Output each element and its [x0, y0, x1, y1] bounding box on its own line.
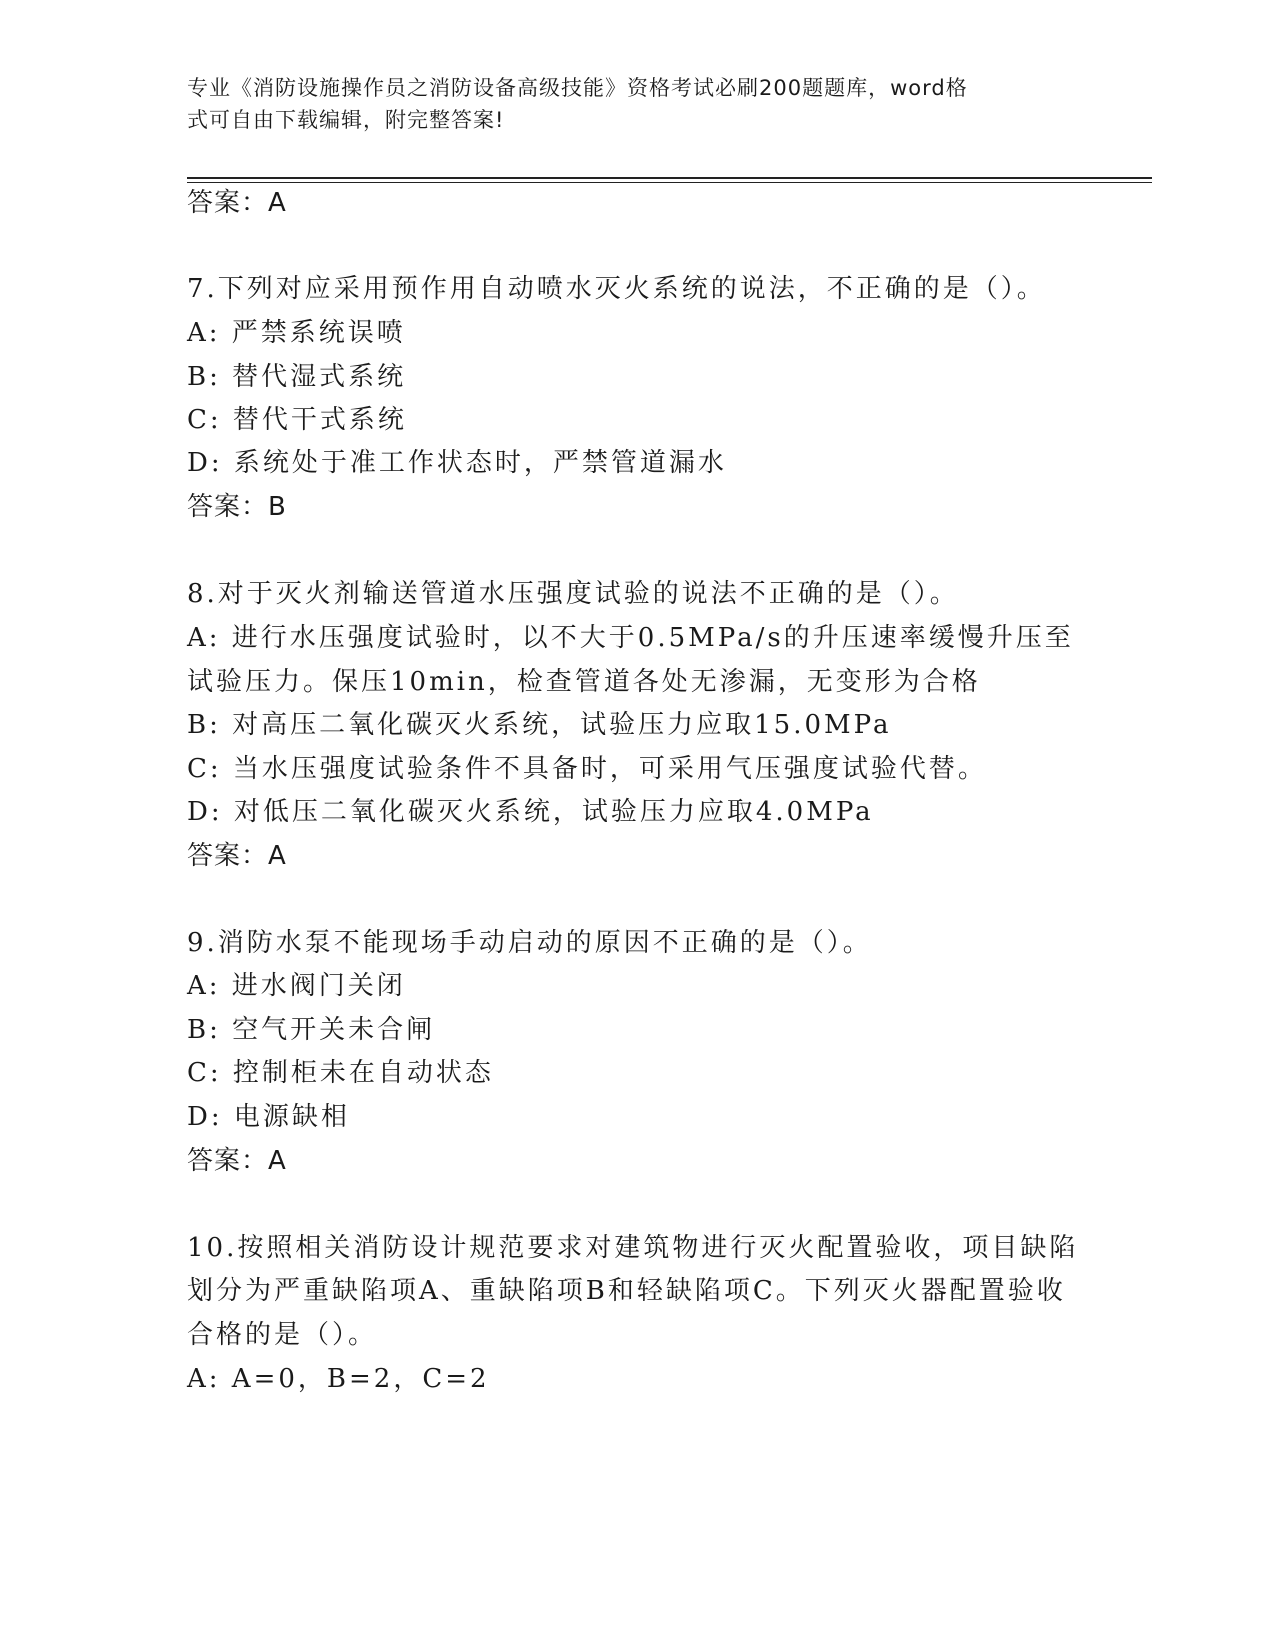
- option-c: C: 当水压强度试验条件不具备时，可采用气压强度试验代替。: [187, 754, 987, 784]
- header-rule-thin: [187, 182, 1152, 183]
- option-a: A: 进水阀门关闭: [187, 971, 406, 1001]
- question-stem: 10.按照相关消防设计规范要求对建筑物进行灭火配置验收，项目缺陷: [187, 1233, 1079, 1263]
- question-stem: 8.对于灭火剂输送管道水压强度试验的说法不正确的是（）。: [187, 579, 959, 609]
- answer: 答案：A: [187, 841, 287, 871]
- option-a: A: 进行水压强度试验时，以不大于0.5MPa/s的升压速率缓慢升压至: [187, 623, 1074, 653]
- option-d: D: 对低压二氧化碳灭火系统，试验压力应取4.0MPa: [187, 797, 874, 827]
- option-b: B: 空气开关未合闸: [187, 1015, 436, 1045]
- header-line-2: 式可自由下载编辑，附完整答案!: [187, 108, 505, 132]
- prev-answer: 答案：A: [187, 188, 287, 218]
- header-line-1: 专业《消防设施操作员之消防设备高级技能》资格考试必刷200题题库，word格: [187, 76, 968, 100]
- question-stem-continued: 合格的是（）。: [187, 1320, 378, 1350]
- question-stem-continued: 划分为严重缺陷项A、重缺陷项B和轻缺陷项C。下列灭火器配置验收: [187, 1276, 1066, 1306]
- answer: 答案：A: [187, 1146, 287, 1176]
- option-a: A: A=0，B=2，C=2: [187, 1364, 490, 1394]
- option-a-continued: 试验压力。保压10min，检查管道各处无渗漏，无变形为合格: [187, 667, 981, 697]
- question-stem: 7.下列对应采用预作用自动喷水灭火系统的说法，不正确的是（）。: [187, 274, 1046, 304]
- option-a: A: 严禁系统误喷: [187, 318, 406, 348]
- page-header: [187, 72, 1087, 136]
- question-stem: 9.消防水泵不能现场手动启动的原因不正确的是（）。: [187, 928, 872, 958]
- option-b: B: 替代湿式系统: [187, 362, 407, 392]
- option-d: D: 系统处于准工作状态时，严禁管道漏水: [187, 448, 727, 478]
- option-b: B: 对高压二氧化碳灭火系统，试验压力应取15.0MPa: [187, 710, 892, 740]
- option-c: C: 控制柜未在自动状态: [187, 1058, 494, 1088]
- answer: 答案：B: [187, 492, 287, 522]
- option-d: D: 电源缺相: [187, 1102, 350, 1132]
- header-rule-thick: [187, 177, 1152, 179]
- option-c: C: 替代干式系统: [187, 405, 407, 435]
